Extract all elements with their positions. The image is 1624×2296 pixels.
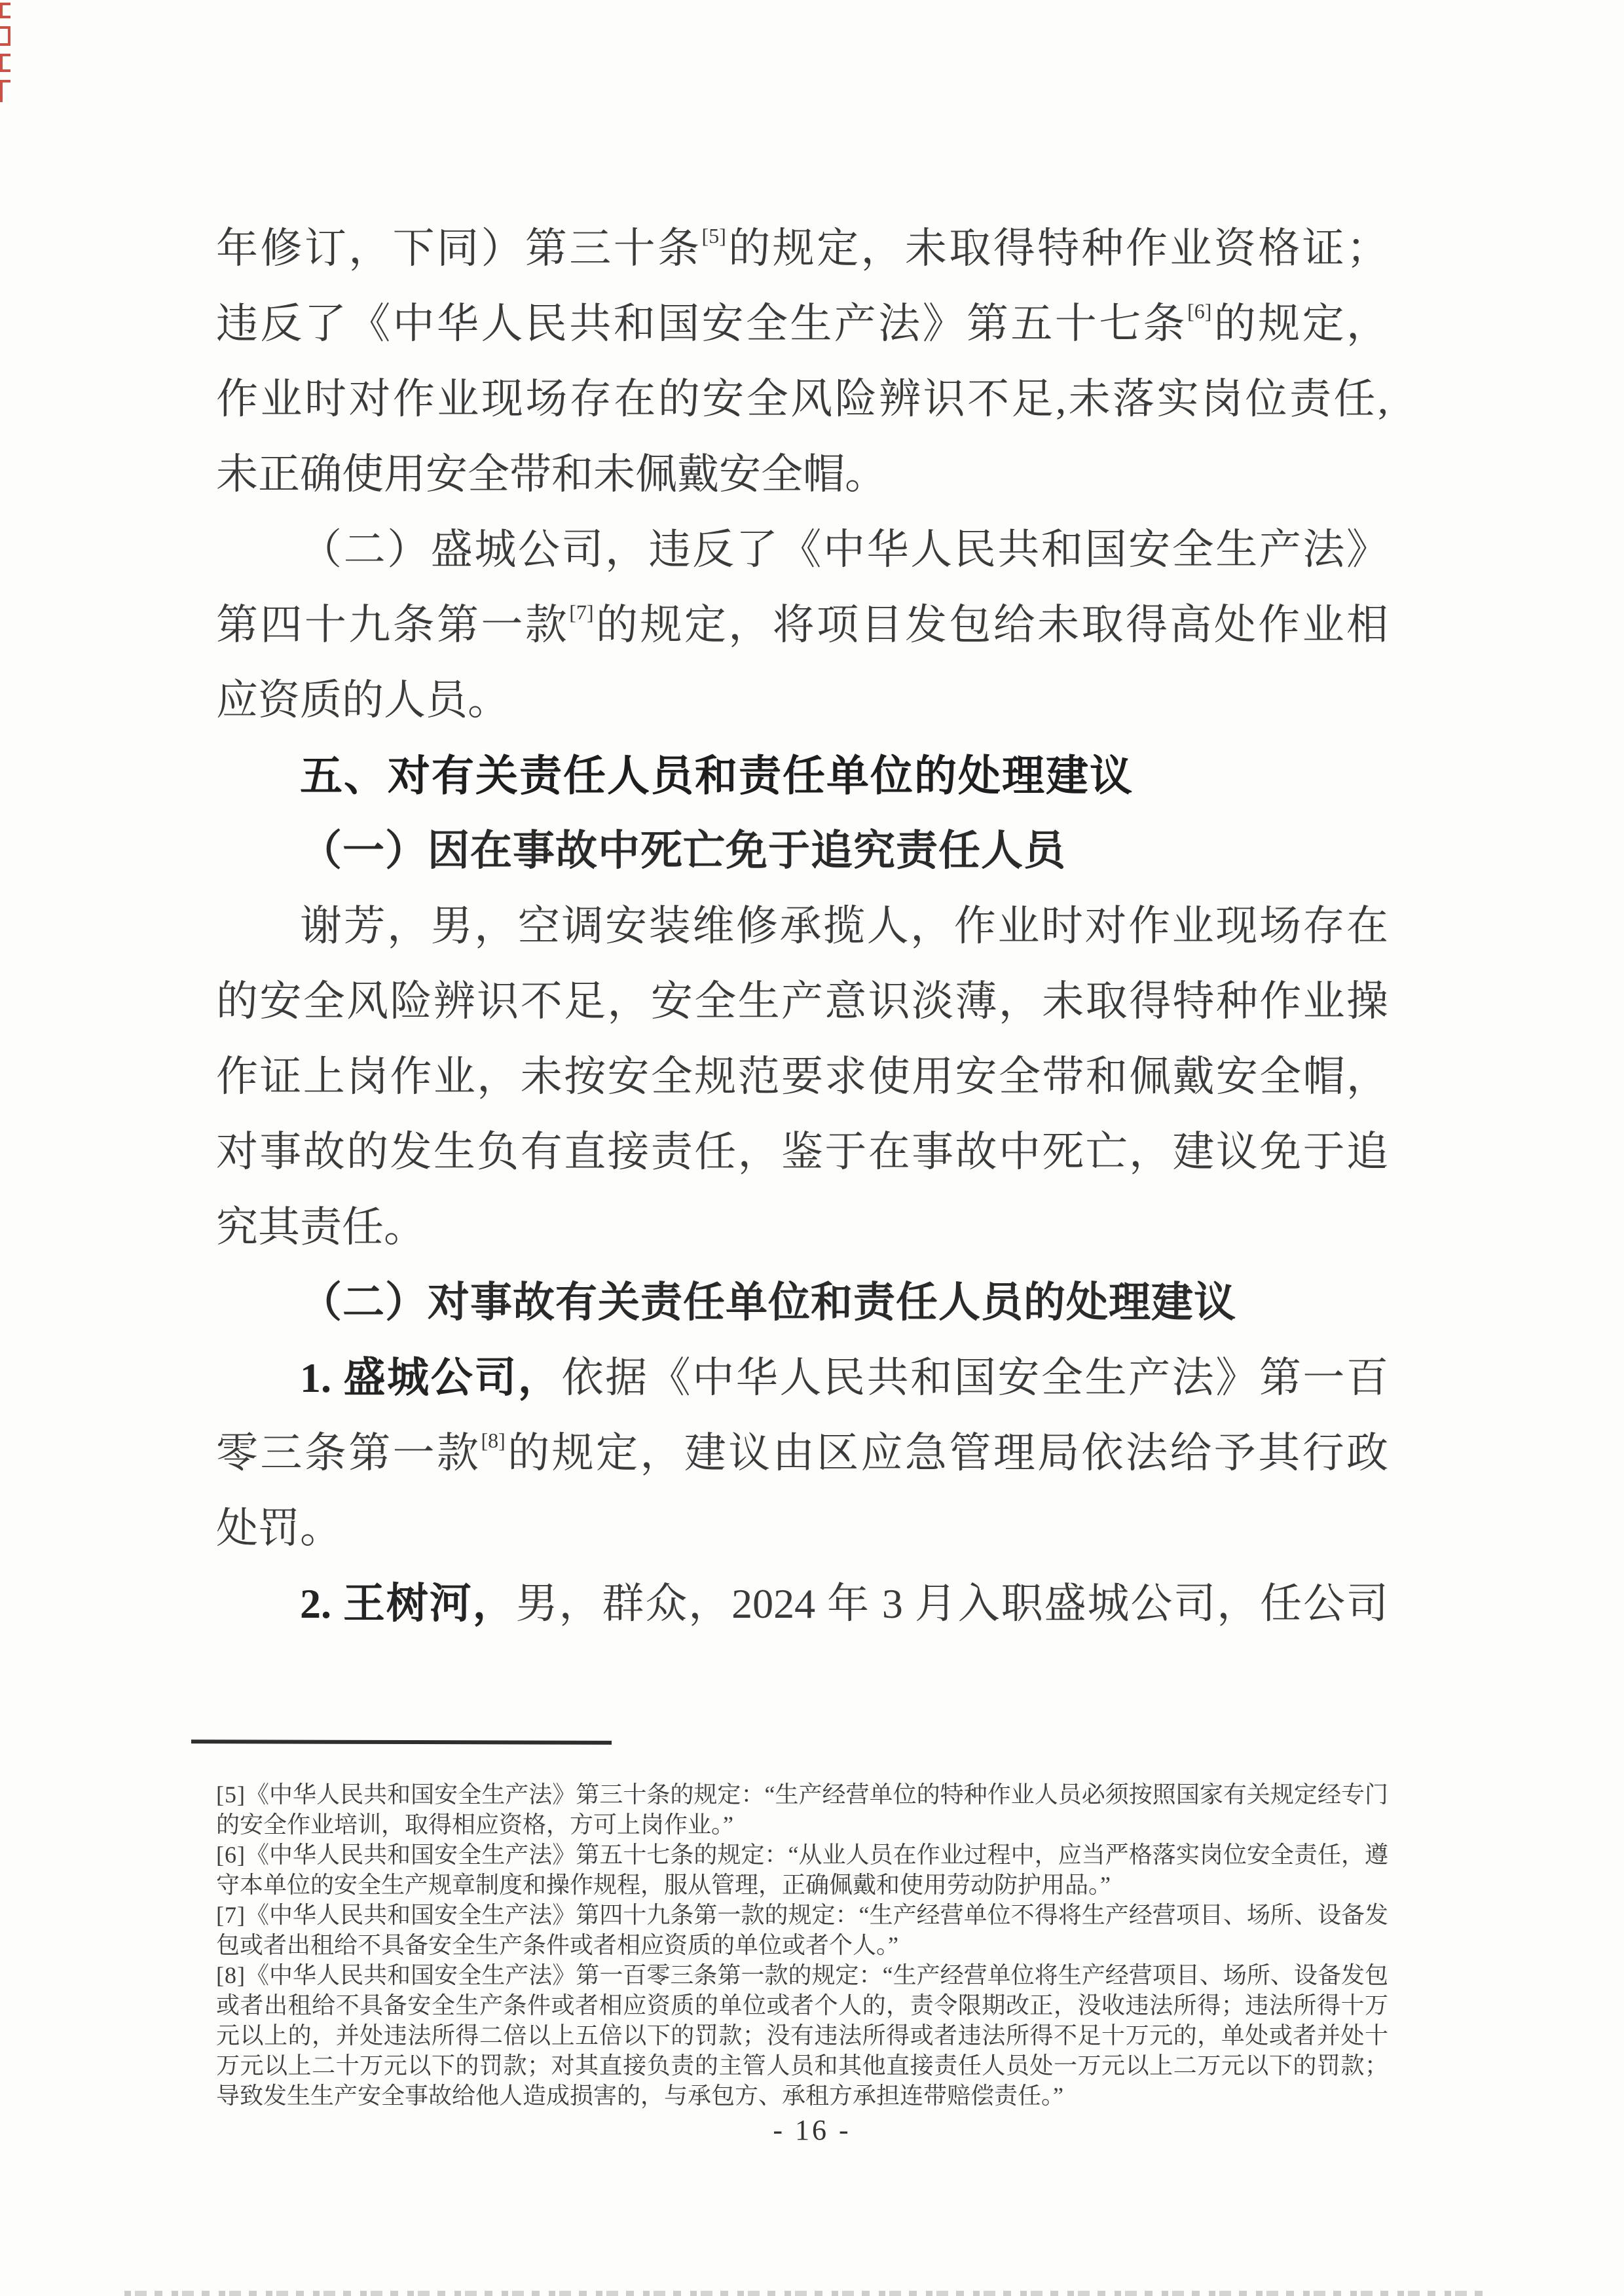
body-line (216, 1114, 1388, 1190)
red-edge-mark (0, 54, 10, 72)
text-run: 究其责任。 (216, 1204, 426, 1250)
text-run: 未正确使用安全带和未佩戴安全帽。 (216, 451, 887, 498)
footnote (216, 1960, 1388, 2111)
text-run: 作证上岗作业，未按安全规范要求使用安全带和佩戴安全帽， (216, 1053, 1388, 1100)
next-page-text-sliver (124, 2291, 1486, 2296)
text-run: 应资质的人员。 (216, 677, 509, 723)
text-run: 的规定，将项目发包给未取得高处作业相 (593, 602, 1388, 648)
text-run: 五、对有关责任人员和责任单位的处理建议 (300, 752, 1134, 799)
red-edge-marks (0, 3, 12, 110)
footnote-text: 《中华人民共和国安全生产法》第三十条的规定：“生产经营单位的特种作业人员必须按照国家有关规定经专门的安全作业培训，取得相应资格，方可上岗作业。” (216, 1781, 1388, 1838)
body-line (216, 587, 1388, 663)
footnote-text: 《中华人民共和国安全生产法》第一百零三条第一款的规定：“生产经营单位将生产经营项目、场所、设备发包或者出租给不具备安全生产条件或者相应资质的单位或者个人的，责令限期改正，没收违法所得；违法所得十万元以上的，并处违法所得二倍以上五倍以下的罚款；没有违法所得或者违法所得不足十万元的，单处或者并处十万元以上二十万元以下的罚款；对其直接负责的主管人员和其他直接责任人员处一万元以上二万元以下的罚款；导致发生生产安全事故给他人造成损害的，与承包方、承租方承担连带赔偿责任。” (216, 1962, 1388, 2109)
text-run: 处罚。 (216, 1505, 342, 1552)
footnote-marker: [6] (216, 1842, 246, 1868)
text-run: 对事故的发生负有直接责任，鉴于在事故中死亡，建议免于追 (216, 1129, 1388, 1175)
footnote-marker: [5] (216, 1781, 246, 1808)
page-number: - 16 - (773, 2114, 851, 2146)
sub-heading (216, 813, 1388, 888)
body-line (216, 964, 1388, 1039)
text-run: 零三条第一款 (216, 1430, 481, 1476)
text-run: 第四十九条第一款 (216, 602, 570, 648)
text-run: 年修订，下同）第三十条 (216, 225, 702, 272)
footnote-ref: [7] (569, 600, 594, 624)
footnote-separator (191, 1740, 612, 1745)
footnote (216, 1900, 1388, 1960)
text-run: （二）盛城公司，违反了《中华人民共和国安全生产法》 (300, 526, 1388, 573)
emphasis-run: 1. 盛城公司， (300, 1355, 562, 1401)
body-line (216, 437, 1388, 512)
section-heading (216, 738, 1388, 813)
footnote-marker: [7] (216, 1902, 246, 1928)
text-run: （二）对事故有关责任单位和责任人员的处理建议 (300, 1279, 1236, 1326)
body-line (216, 1190, 1388, 1265)
footnote (216, 1779, 1388, 1840)
footnote-ref: [5] (701, 224, 726, 247)
body-line (216, 1415, 1388, 1491)
body-line (216, 286, 1388, 361)
body-line (216, 1340, 1388, 1415)
red-edge-mark (0, 3, 10, 18)
red-edge-mark (0, 26, 10, 46)
body-line (216, 663, 1388, 738)
text-run: 依据《中华人民共和国安全生产法》第一百 (561, 1355, 1388, 1401)
body-line (216, 211, 1388, 286)
sub-heading (216, 1265, 1388, 1340)
footnote-ref: [8] (481, 1429, 506, 1452)
text-run: 的安全风险辨识不足，安全生产意识淡薄，未取得特种作业操 (216, 978, 1388, 1025)
text-run: （一）因在事故中死亡免于追究责任人员 (300, 828, 1066, 874)
text-run: 的规定， (1211, 301, 1388, 347)
footnotes-section (216, 1779, 1388, 2111)
body-line (216, 1566, 1388, 1641)
body-line (216, 361, 1388, 437)
body-line (216, 1491, 1388, 1566)
text-run: 的规定，建议由区应急管理局依法给予其行政 (505, 1430, 1388, 1476)
document-body (216, 211, 1388, 1641)
body-line (216, 888, 1388, 964)
text-run: 谢芳，男，空调安装维修承揽人，作业时对作业现场存在 (300, 903, 1388, 949)
emphasis-run: 2. 王树河， (300, 1580, 516, 1627)
red-edge-mark (0, 80, 10, 102)
text-run: 作业时对作业现场存在的安全风险辨识不足,未落实岗位责任, (216, 376, 1388, 422)
footnote-text: 《中华人民共和国安全生产法》第五十七条的规定：“从业人员在作业过程中，应当严格落实岗位安全责任，遵守本单位的安全生产规章制度和操作规程，服从管理，正确佩戴和使用劳动防护用品。” (216, 1842, 1388, 1898)
footnote (216, 1840, 1388, 1900)
footnote-marker: [8] (216, 1962, 246, 1988)
text-run: 男，群众，2024 年 3 月入职盛城公司，任公司 (515, 1580, 1388, 1627)
footnote-text: 《中华人民共和国安全生产法》第四十九条第一款的规定：“生产经营单位不得将生产经营项目、场所、设备发包或者出租给不具备安全生产条件或者相应资质的单位或者个人。” (216, 1902, 1388, 1958)
text-run: 违反了《中华人民共和国安全生产法》第五十七条 (216, 301, 1188, 347)
footnote-ref: [6] (1187, 299, 1212, 323)
text-run: 的规定，未取得特种作业资格证； (726, 225, 1388, 272)
body-line (216, 512, 1388, 587)
body-line (216, 1039, 1388, 1114)
